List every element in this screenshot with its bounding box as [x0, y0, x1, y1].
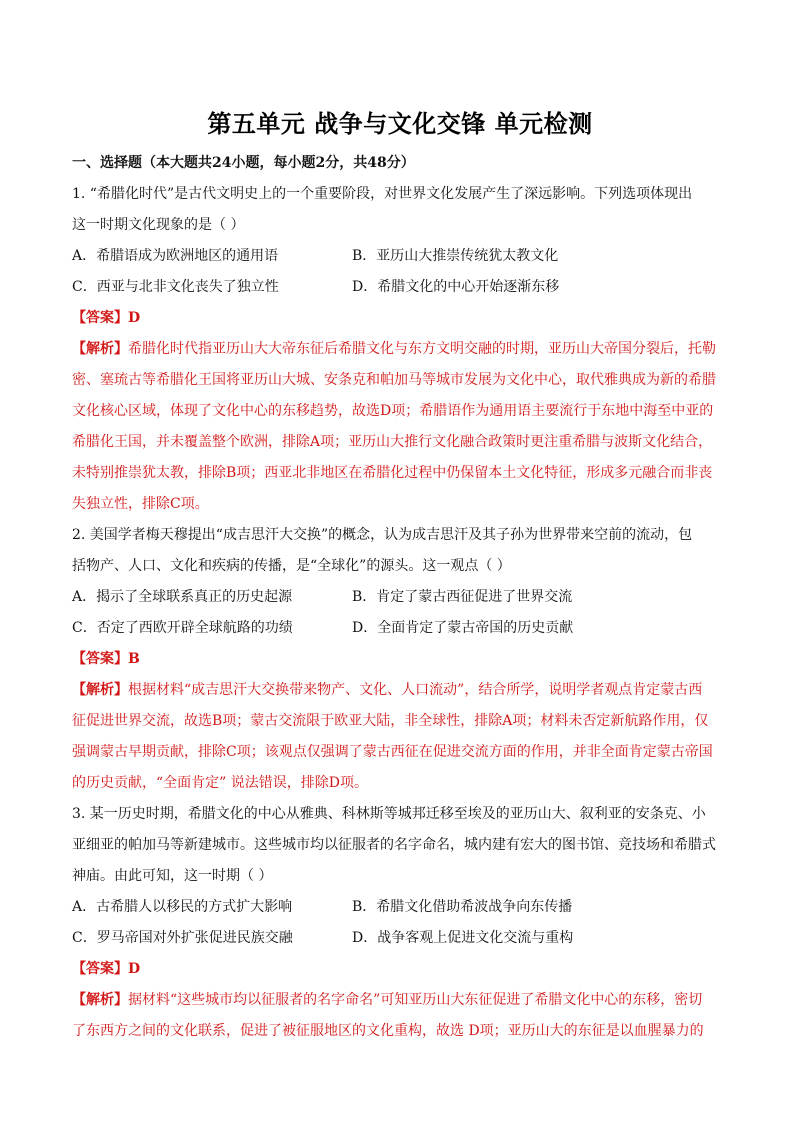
- question-stem-line: 神庙。由此可知，这一时期（ ）: [72, 868, 273, 884]
- option-d: D．全面肯定了蒙古帝国的历史贡献: [352, 620, 574, 636]
- question-stem-line: 括物产、人口、文化和疾病的传播，是“全球化”的源头。这一观点（ ）: [72, 558, 511, 574]
- question-stem-line: 2. 美国学者梅天穆提出“成吉思汗大交换”的概念，认为成吉思汗及其子孙为世界带来空前的流动，包: [72, 527, 693, 543]
- analysis-line: 了东西方之间的文化联系，促进了被征服地区的文化重构，故选 D项；亚历山大的东征是以血腥暴力的: [72, 1023, 704, 1039]
- analysis-line: 征促进世界交流，故选B项；蒙古交流限于欧亚大陆，非全球性，排除A项；材料未否定新航路作用，仅: [72, 713, 709, 729]
- analysis-text: 希腊化时代指亚历山大大帝东征后希腊文化与东方文明交融的时期，亚历山大帝国分裂后，托勒: [128, 341, 716, 357]
- analysis-line: [72, 990, 732, 1010]
- analysis-label: 【解析】: [72, 992, 128, 1008]
- analysis-line: [72, 339, 732, 359]
- analysis-line: 文化核心区域，体现了文化中心的东移趋势，故选D项；希腊语作为通用语主要流行于东地中海至中亚的: [72, 403, 714, 419]
- option-b: B．希腊文化借助希波战争向东传播: [352, 899, 573, 915]
- analysis-line: 希腊化王国，并未覆盖整个欧洲，排除A项；亚历山大推行文化融合政策时更注重希腊与波斯文化结合，: [72, 434, 713, 450]
- option-a: A．希腊语成为欧洲地区的通用语: [72, 248, 279, 264]
- analysis-label: 【解析】: [72, 682, 128, 698]
- answer-label: 【答案】D: [72, 961, 141, 977]
- analysis-line: 未特别推崇犹太教，排除B项；西亚北非地区在希腊化过程中仍保留本土文化特征，形成多元融合而非丧: [72, 465, 713, 481]
- answer-label: 【答案】D: [72, 310, 141, 326]
- analysis-line: 密、塞琉古等希腊化王国将亚历山大城、安条克和帕加马等城市发展为文化中心，取代雅典成为新的希腊: [72, 372, 716, 388]
- analysis-text: 据材料“这些城市均以征服者的名字命名”可知亚历山大东征促进了希腊文化中心的东移，密切: [128, 992, 703, 1008]
- option-b: B．肯定了蒙古西征促进了世界交流: [352, 589, 573, 605]
- analysis-line: 的历史贡献，“全面肯定” 说法错误，排除D项。: [72, 775, 368, 791]
- question-stem-line: 1. “希腊化时代”是古代文明史上的一个重要阶段，对世界文化发展产生了深远影响。下列选项体现出: [72, 186, 693, 202]
- question-stem-line: 这一时期文化现象的是（ ）: [72, 217, 245, 233]
- page-title: 第五单元 战争与文化交锋 单元检测: [207, 110, 593, 138]
- option-c: C．罗马帝国对外扩张促进民族交融: [72, 930, 293, 946]
- analysis-label: 【解析】: [72, 341, 128, 357]
- section-heading: 一、选择题（本大题共24小题，每小题2分，共48分）: [72, 155, 415, 171]
- option-c: C．否定了西欧开辟全球航路的功绩: [72, 620, 293, 636]
- analysis-line: [72, 680, 732, 700]
- option-a: A．揭示了全球联系真正的历史起源: [72, 589, 293, 605]
- option-a: A．古希腊人以移民的方式扩大影响: [72, 899, 293, 915]
- option-d: D．战争客观上促进文化交流与重构: [352, 930, 574, 946]
- analysis-text: 根据材料“成吉思汗大交换带来物产、文化、人口流动”，结合所学，说明学者观点肯定蒙古西: [128, 682, 703, 698]
- option-b: B．亚历山大推崇传统犹太教文化: [352, 248, 559, 264]
- analysis-line: 失独立性，排除C项。: [72, 496, 209, 512]
- question-stem-line: 3. 某一历史时期，希腊文化的中心从雅典、科林斯等城邦迁移至埃及的亚历山大、叙利亚的安条克、小: [72, 806, 706, 822]
- option-d: D．希腊文化的中心开始逐渐东移: [352, 279, 560, 295]
- answer-label: 【答案】B: [72, 651, 140, 667]
- question-stem-line: 亚细亚的帕加马等新建城市。这些城市均以征服者的名字命名，城内建有宏大的图书馆、竞技场和希腊式: [72, 837, 716, 853]
- analysis-line: 强调蒙古早期贡献，排除C项；该观点仅强调了蒙古西征在促进交流方面的作用，并非全面肯定蒙古帝国: [72, 744, 713, 760]
- option-c: C．西亚与北非文化丧失了独立性: [72, 279, 279, 295]
